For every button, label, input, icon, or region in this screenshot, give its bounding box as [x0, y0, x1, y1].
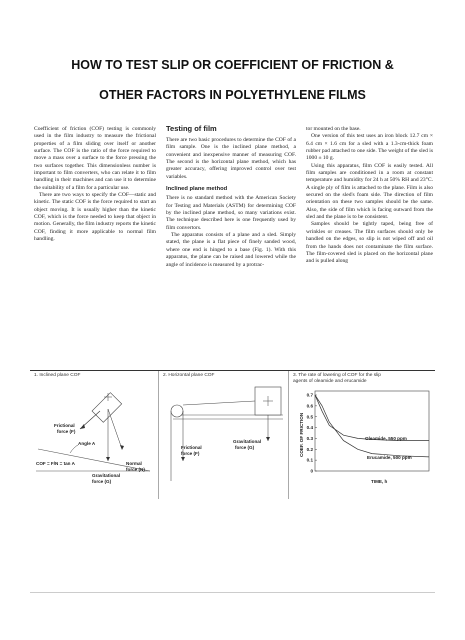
y-tick-label: 0.5: [306, 414, 313, 420]
figure1-diagram: [30, 371, 154, 499]
y-tick-label: 0.2: [306, 446, 313, 452]
y-tick-label: 0: [310, 468, 313, 474]
y-tick-label: 0.1: [306, 457, 313, 463]
figure2-caption: 2. Horizontal plane COF: [163, 373, 215, 378]
chart-ticks: [307, 393, 317, 474]
col2-paragraph-3: The apparatus consists of a plane and a sled. Simply stated, the plane is a flat piece of finely sanded wood, where one end is hinged to a base (Fig. 1). With this apparatus, the plane can be raised and lowered while the angle of incidence is measured by a protrac-: [166, 232, 296, 268]
subheading-inclined-plane: Inclined plane method: [166, 186, 228, 193]
fig1-normal-label-2: force (N): [126, 467, 145, 472]
figure3-caption: [293, 373, 381, 385]
figure-inclined-plane: [30, 371, 154, 499]
series-line-erucamide: [315, 395, 429, 457]
column-3: [306, 126, 433, 266]
figure3-caption-line2: agents of oleamide and erucamide: [293, 379, 367, 384]
fig1-gravity-label-2: force (G): [92, 479, 112, 484]
bottom-divider: [30, 592, 435, 593]
figure1-caption: 1. Inclined plane COF: [34, 373, 81, 378]
col3-paragraph-1: tor mounted on the base.: [306, 126, 361, 132]
figures-row: [30, 370, 435, 499]
fig1-frictional-label-1: Frictional: [54, 423, 75, 428]
col3-paragraph-2: One version of this test uses an iron block 12.7 cm × 6.4 cm × 1.6 cm for a sled with a 1.3-cm-thick foam rubber pad attached to one side. The weight of the sled is 1000 ± 10 g.: [306, 133, 433, 162]
fig2-gravity-label-1: Gravitational: [233, 439, 262, 444]
col1-paragraph-1: Coefficient of friction (COF) testing is commonly used in the film industry to measure the frictional properties of a film sliding over itself or another surface. The COF is the ratio of the force required to move a mass over a surface to the force pressing the two surfaces together. This dimensionless number is important to film converters, who can relate it to film handling in their machines and can use it to determine the suitability of a film for a particular use.: [34, 126, 156, 191]
fig1-formula: COF = F/N = tan A: [36, 461, 75, 466]
fig2-gravity-label-2: force (G): [235, 445, 255, 450]
legend-oleamide: Oleamide, 550 ppm: [365, 436, 407, 441]
y-tick-label: 0.4: [306, 425, 313, 431]
fig1-angle-label: Angle A: [78, 441, 96, 446]
col3-paragraph-3: Using this apparatus, film COF is easily tested. All film samples are conditioned in a room at constant temperature and humidity for 24 h at 50% RH and 23°C. A single ply of film is attached to the plane. Film is also secured on the sled's foam side. The direction of film orientation on these two samples should be the same. Also, the side of film which is facing outward from the sled and the plane is to be consistent.: [306, 162, 433, 221]
y-tick-label: 0.3: [306, 436, 313, 442]
col2-paragraph-1: There are two basic procedures to determine the COF of a film sample. One is the inclined plane method, a convenient and inexpensive manner of measuring COF. The second is the horizontal plane method, which has greater accuracy, offering improved control over test variables.: [166, 137, 296, 180]
chart-series: [315, 395, 429, 457]
fig2-frictional-label-1: Frictional: [181, 445, 202, 450]
col3-paragraph-4: Samples should be tightly taped, being free of wrinkles or creases. The film surfaces should only be handled on the edges, so slip is not wiped off and oil from the hands does not contaminate the film surface. The film-covered sled is placed on the horizontal plane and is pulled along: [306, 221, 433, 265]
fig1-normal-label-1: Normal: [126, 461, 142, 466]
y-tick-label: 0.6: [306, 403, 313, 409]
chart-ylabel: COEF. OF FRICTION: [299, 412, 304, 457]
legend-erucamide: Erucamide, 500 ppm: [367, 455, 412, 460]
article-title-line2: OTHER FACTORS IN POLYETHYLENE FILMS: [99, 88, 366, 102]
column-1: [34, 126, 156, 244]
column-2: [166, 124, 296, 269]
figure-cof-chart: [288, 371, 436, 499]
figure3-caption-line1: 3. The rate of lowering of COF for the slip: [293, 373, 381, 378]
article-title-line1: HOW TO TEST SLIP OR COEFFICIENT OF FRICTION &: [71, 58, 394, 72]
fig1-frictional-label-2: force (F): [57, 429, 76, 434]
cof-line-chart: [289, 371, 436, 499]
figure-horizontal-plane: [158, 371, 289, 499]
fig1-gravity-label-1: Gravitational: [92, 473, 121, 478]
fig2-frictional-label-2: force (F): [181, 451, 200, 456]
series-line-oleamide: [315, 395, 429, 441]
col1-paragraph-2: There are two ways to specify the COF—static and kinetic. The static COF is the force required to start an object moving. It is usually higher than the kinetic COF, which is the force needed to keep that object in motion. Generally, the film industry reports the kinetic COF, finding it more applicable to normal film handling.: [34, 192, 156, 243]
chart-xlabel: TIME, h: [371, 479, 388, 484]
figure2-diagram: [159, 371, 289, 499]
section-heading-testing: Testing of film: [166, 124, 217, 133]
col2-paragraph-2: There is no standard method with the American Society for Testing and Materials (ASTM) for determining COF by the inclined plane method, so many variations exist. The technique described here is one frequently used by film convertors.: [166, 195, 296, 231]
y-tick-label: 0.7: [306, 392, 313, 398]
